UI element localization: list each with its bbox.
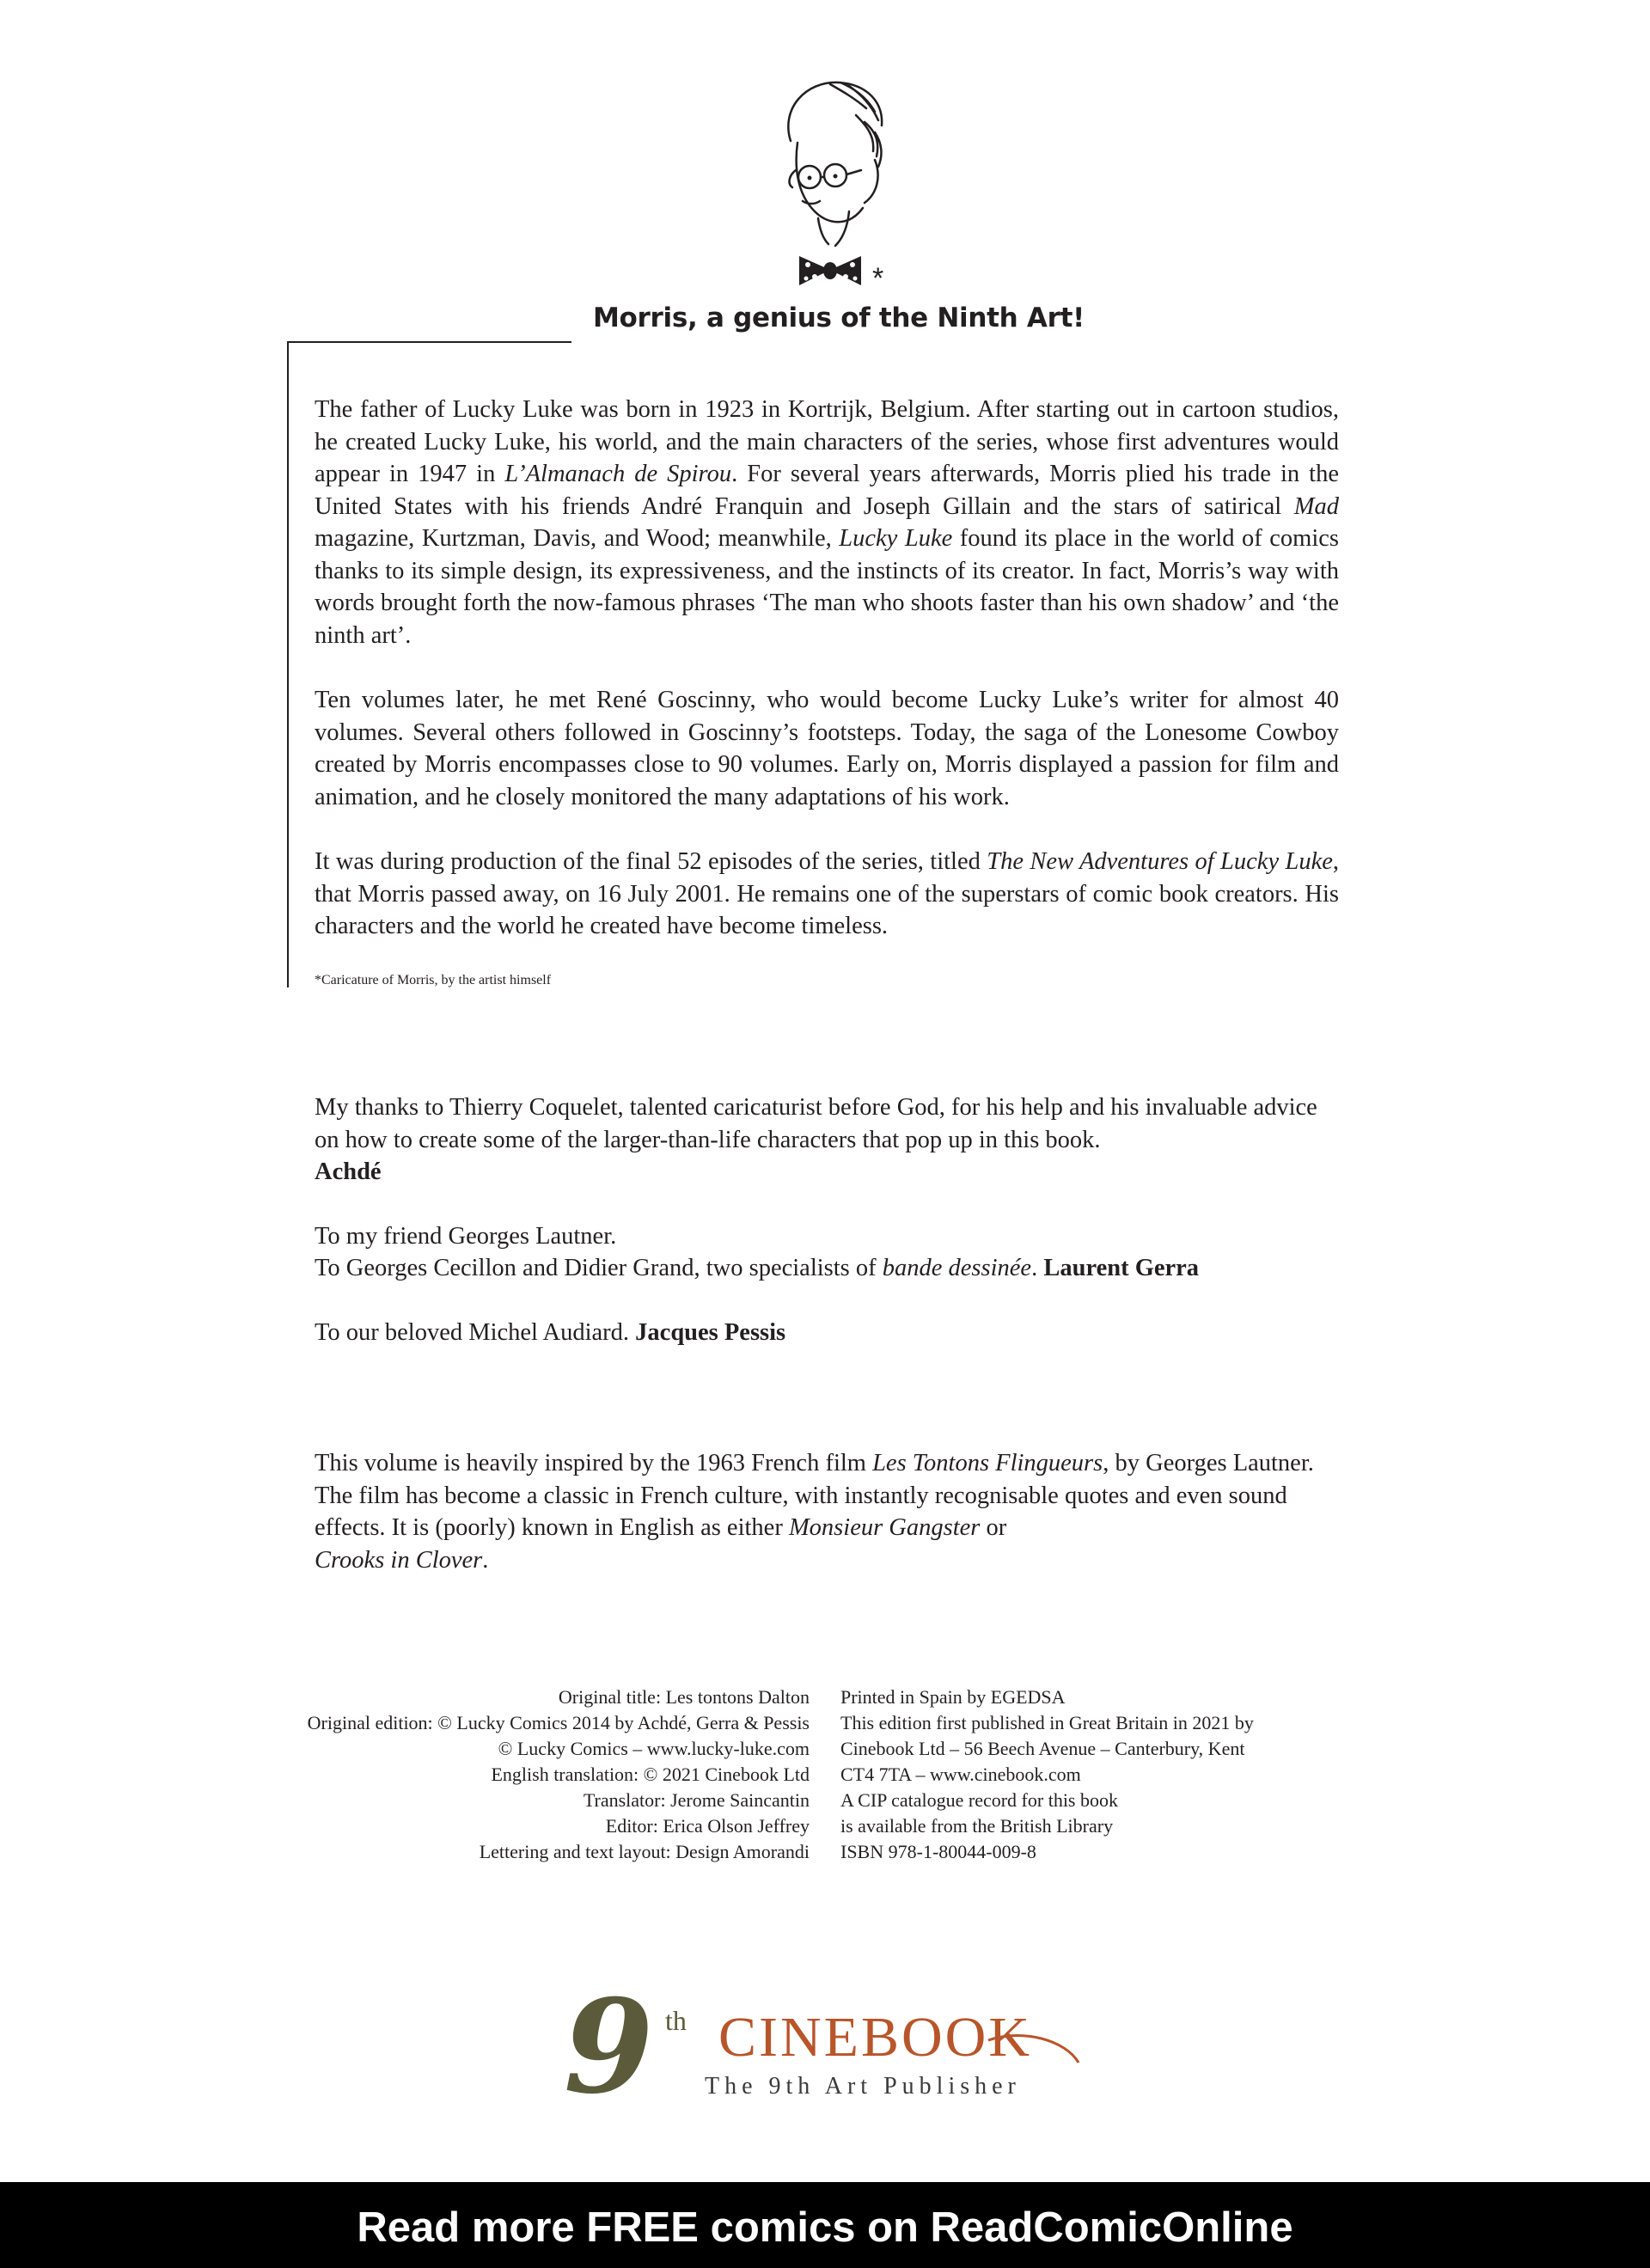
logo-tagline: The 9th Art Publisher	[705, 2073, 1021, 2100]
credit-line: Lettering and text layout: Design Amorandi	[479, 1841, 810, 1862]
dedication-gerra: To my friend Georges Lautner. To Georges Cecillon and Didier Grand, two specialists of bande dessinée. Laurent Gerra	[315, 1222, 1200, 1281]
page-title: Morris, a genius of the Ninth Art!	[593, 303, 1085, 333]
frame-top-rule	[287, 341, 571, 343]
publishing-line: CT4 7TA – www.cinebook.com	[840, 1764, 1081, 1785]
logo-superscript: th	[665, 2005, 687, 2036]
credit-line: © Lucky Comics – www.lucky-luke.com	[498, 1738, 810, 1759]
credit-line: Translator: Jerome Saincantin	[583, 1789, 810, 1811]
bio-paragraph: It was during production of the final 52 episodes of the series, titled The New Adventures of Lucky Luke, that Morris passed away, on 16 July 2001. He remains one of the superstars of comic book creators. His characters and the world he created have become timeless.	[315, 848, 1340, 939]
publishing-line: Cinebook Ltd – 56 Beech Avenue – Canterbury, Kent	[840, 1738, 1245, 1759]
credit-line: Editor: Erica Olson Jeffrey	[605, 1815, 810, 1837]
publishing-line: ISBN 978-1-80044-009-8	[840, 1841, 1036, 1862]
credits-left-column	[308, 1684, 810, 1865]
bio-paragraph: The father of Lucky Luke was born in 1923 in Kortrijk, Belgium. After starting out in cartoon studios, he created Lucky Luke, his world, and the main characters of the series, whose first adventures would appear in 1947 in L’Almanach de Spirou. For several years afterwards, Morris plied his trade in the United States with his friends André Franquin and Joseph Gillain and the stars of satirical Mad magazine, Kurtzman, Davis, and Wood; meanwhile, Lucky Luke found its place in the world of comics thanks to its simple design, its expressiveness, and the instincts of its creator. In fact, Morris’s way with words brought forth the now-famous phrases ‘The man who shoots faster than his own shadow’ and ‘the ninth art’.	[315, 396, 1339, 649]
biography-section	[315, 394, 1339, 975]
logo-name: CINEBOOK	[718, 2006, 1032, 2069]
morris-caricature-illustration	[746, 74, 909, 306]
publishing-line: Printed in Spain by EGEDSA	[840, 1686, 1066, 1708]
publishing-line: A CIP catalogue record for this book	[840, 1789, 1118, 1811]
credit-line: Original edition: © Lucky Comics 2014 by Achdé, Gerra & Pessis	[307, 1712, 810, 1733]
caricature-asterisk: *	[872, 262, 884, 295]
publishing-line: is available from the British Library	[840, 1815, 1114, 1837]
credit-line: English translation: © 2021 Cinebook Ltd	[491, 1764, 810, 1785]
credits-right-column	[840, 1684, 1254, 1865]
dedications-section	[315, 1091, 1339, 1380]
bio-paragraph: Ten volumes later, he met René Goscinny, who would become Lucky Luke’s writer for almost 40 volumes. Several others followed in Goscinny’s footsteps. Today, the saga of the Lonesome Cowboy created by Morris encompasses close to 90 volumes. Early on, Morris displayed a passion for film and animation, and he closely monitored the many adaptations of his work.	[315, 687, 1339, 810]
credit-line: Original title: Les tontons Dalton	[558, 1686, 810, 1708]
logo-numeral: 9	[564, 1980, 654, 2106]
inspiration-note: This volume is heavily inspired by the 1963 French film Les Tontons Flingueurs, by Georges Lautner. The film has become a classic in French culture, with instantly recognisable quotes and even sound effects. It is (poorly) known in English as either Monsieur Gangster or Crooks in Clover.	[315, 1450, 1314, 1574]
cinebook-logo	[559, 1980, 1109, 2106]
frame-left-rule	[287, 341, 289, 987]
promo-banner-text[interactable]: Read more FREE comics on ReadComicOnline	[357, 2204, 1293, 2251]
dedication-achde: My thanks to Thierry Coquelet, talented caricaturist before God, for his help and his invaluable advice on how to create some of the larger-than-life characters that pop up in this book. Achdé	[315, 1094, 1317, 1185]
publishing-line: This edition first published in Great Britain in 2021 by	[840, 1712, 1254, 1733]
caricature-footnote: *Caricature of Morris, by the artist himself	[315, 973, 552, 987]
promo-banner[interactable]	[0, 2182, 1650, 2268]
dedication-pessis: To our beloved Michel Audiard. Jacques Pessis	[315, 1318, 786, 1346]
